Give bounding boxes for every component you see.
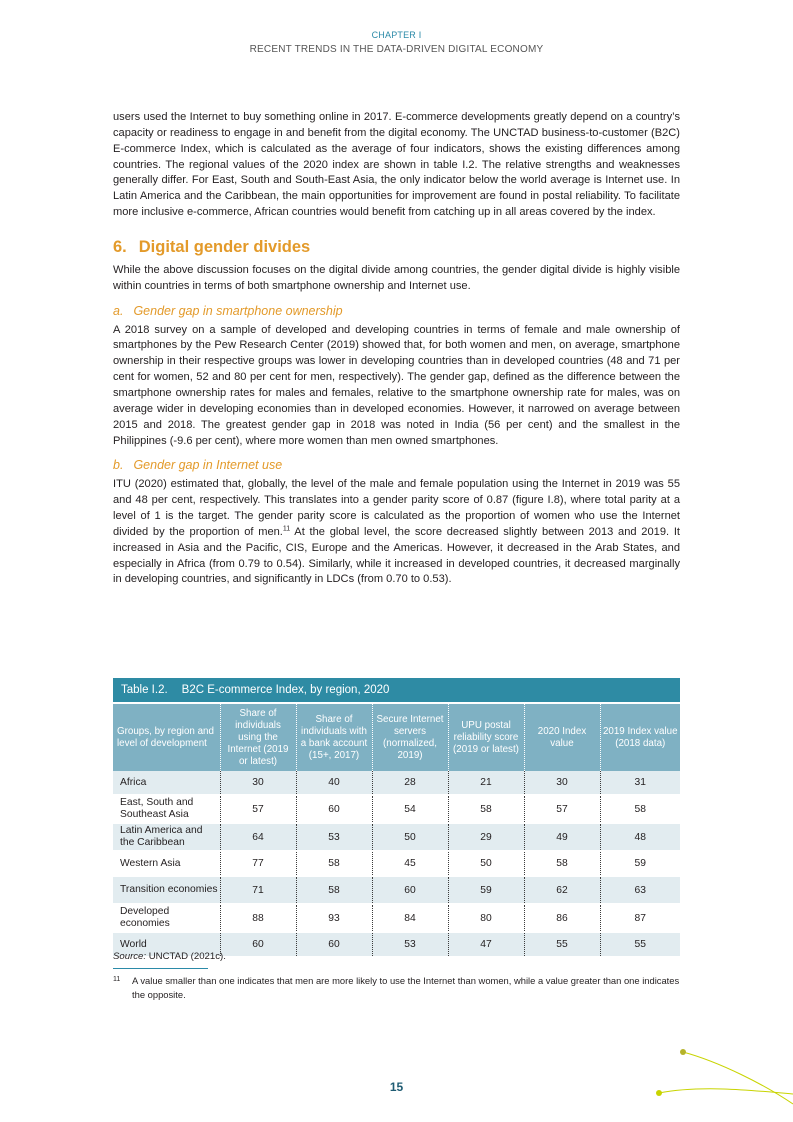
table-cell: 77 [220,851,296,876]
row-label: Transition economies [113,876,220,904]
subsection-a-title: Gender gap in smartphone ownership [133,303,343,318]
column-header: 2020 Index value [524,703,600,771]
table-cell: 64 [220,823,296,851]
column-header: UPU postal reliability score (2019 or latest) [448,703,524,771]
chapter-title: RECENT TRENDS IN THE DATA-DRIVEN DIGITAL ECONOMY [249,44,544,55]
table-cell: 57 [220,795,296,823]
subsection-a-paragraph: A 2018 survey on a sample of developed and developing countries in terms of female and male ownership of smartphones by the Pew Research Center (2019) showed that, for both women and men, on average, smartphone ownership in their respective groups was lower in developing countries than in developed countries (48 and 71 per cent for women, 52 and 80 per cent for men, respectively). The gender gap, defined as the difference between the smartphone ownership rates for males and females, relative to the smartphone ownership rate for males, was on average wider in developing economies than in developed economies. However, it narrowed on average between 2015 and 2018. The greatest gender gap in 2018 was noted in India (56 per cent) and the smallest in the Philippines (-9.6 per cent), where more women than men owned smartphones. [113,323,680,447]
table-cell: 60 [296,932,372,957]
table-cell: 50 [448,851,524,876]
table-cell: 60 [220,932,296,957]
table-cell: 58 [296,876,372,904]
row-label: East, South and Southeast Asia [113,795,220,823]
table-cell: 63 [600,876,680,904]
table-number: Table I.2. [121,684,168,696]
table-cell: 47 [448,932,524,957]
table-cell: 29 [448,823,524,851]
subsection-a-letter: a. [113,303,124,318]
table-cell: 40 [296,771,372,795]
footnote-text: A value smaller than one indicates that men are more likely to use the Internet than women, while a value greater than one indicates the opposite. [132,975,680,1000]
column-header: Share of individuals using the Internet (2019 or latest) [220,703,296,771]
table-cell: 62 [524,876,600,904]
page-number: 15 [389,1080,404,1094]
table-cell: 45 [372,851,448,876]
table-cell: 59 [600,851,680,876]
row-label: Developed economies [113,904,220,932]
footnote-number: 11 [113,976,121,983]
column-header: Share of individuals with a bank account (15+, 2017) [296,703,372,771]
chapter-label: CHAPTER I [371,30,422,40]
table-cell: 60 [296,795,372,823]
footnote-reference[interactable]: 11 [282,525,291,533]
decorative-dot [680,1049,686,1055]
subsection-b-letter: b. [113,458,124,473]
section-number: 6. [113,237,127,256]
table-cell: 58 [600,795,680,823]
table-cell: 50 [372,823,448,851]
table-cell: 54 [372,795,448,823]
row-label: Latin America and the Caribbean [113,823,220,851]
row-label: Western Asia [113,851,220,876]
table-cell: 21 [448,771,524,795]
column-header: 2019 Index value (2018 data) [600,703,680,771]
table-cell: 60 [372,876,448,904]
table-cell: 48 [600,823,680,851]
table-cell: 49 [524,823,600,851]
row-label: Africa [113,771,220,795]
table-cell: 31 [600,771,680,795]
table-cell: 55 [524,932,600,957]
table-cell: 58 [448,795,524,823]
source-text: UNCTAD (2021c). [146,951,226,962]
table-cell: 80 [448,904,524,932]
table-cell: 55 [600,932,680,957]
subsection-b-text-1: ITU (2020) estimated that, globally, the level of the male and female population using the Internet in 2019 was 55 and 48 per cent, respectively. This translates into a gender parity score of 0.87 (figure I.8), where total parity at a level of 1 is the target. The gender parity score is calculated as the proportion of women who use the Internet divided by the proportion of men. [113,478,680,538]
table-cell: 58 [296,851,372,876]
table-cell: 86 [524,904,600,932]
subsection-b-title: Gender gap in Internet use [133,458,283,473]
table-cell: 57 [524,795,600,823]
table-cell: 88 [220,904,296,932]
table-cell: 53 [296,823,372,851]
table-cell: 59 [448,876,524,904]
section-intro-paragraph: While the above discussion focuses on the digital divide among countries, the gender digital divide is highly visible within countries in terms of both smartphone ownership and Internet use. [113,263,680,292]
subsection-b-text-2: At the global level, the score decreased slightly between 2013 and 2019. It increased in Asia and the Pacific, CIS, Europe and the Americas. However, it decreased in the Arab States, and especially in Africa (from 0.79 to 0.54). Similarly, while it increased in developed countries, it decreased marginally in developing countries, and significantly in LDCs (from 0.70 to 0.53). [113,525,680,586]
intro-paragraph: users used the Internet to buy something online in 2017. E-commerce developments greatly depend on a country’s capacity or readiness to engage in and benefit from the digital economy. The UNCTAD business-to-customer (B2C) E-commerce Index, which is calculated as the average of four indicators, shows the existing differences among countries. The regional values of the 2020 index are shown in table I.2. The relative strengths and weaknesses generally differ. For East, South and South-East Asia, the only indicator below the world average is Internet use. In Latin America and the Caribbean, the main opportunities for improvement are found in postal reliability. To facilitate more inclusive e-commerce, African countries would benefit from catching up in all areas covered by the index. [113,111,680,219]
decorative-dot [656,1090,662,1096]
section-title: Digital gender divides [138,237,311,256]
table-cell: 87 [600,904,680,932]
row-label: World [113,932,220,957]
column-header: Secure Internet servers (normalized, 2019) [372,703,448,771]
table-cell: 30 [220,771,296,795]
column-header: Groups, by region and level of development [113,703,220,771]
table-cell: 58 [524,851,600,876]
table-cell: 84 [372,904,448,932]
decorative-curve [683,1052,793,1104]
table-cell: 28 [372,771,448,795]
table-cell: 53 [372,932,448,957]
table-cell: 30 [524,771,600,795]
table-cell: 93 [296,904,372,932]
table-cell: 71 [220,876,296,904]
table-title: B2C E-commerce Index, by region, 2020 [181,684,390,696]
source-label: Source: [113,951,147,962]
